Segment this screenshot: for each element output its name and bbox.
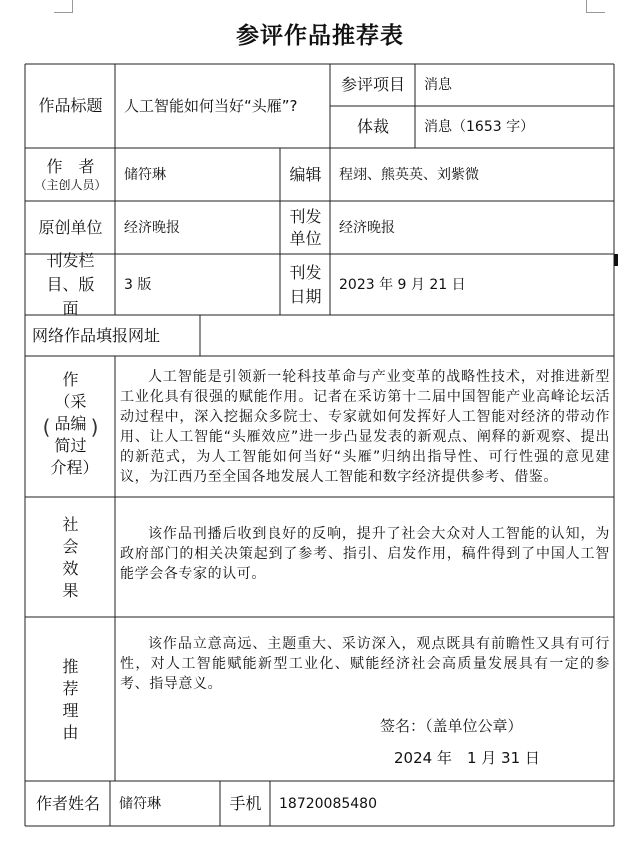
process-paren-left: (	[42, 415, 51, 439]
process-text: 人工智能是引领新一轮科技革命与产业变革的战略性技术，对推进新型工业化具有很强的赋能作用。记者在采访第十二届中国智能产业高峰论坛活动过程中，深入挖掘众多院士、专家就如何发挥好人工智能对经济的带动作用、让人工智能“头雁效应”进一步凸显发表的新观点、阐释的新观察、提出的新范式，为人工智能如何当好“头雁”归纳出指导性、可行性强的意见建议，为江西乃至全国各地发展人工智能和数字经济提供参考、借鉴。	[120, 369, 610, 485]
online-url-label: 网络作品填报网址	[32, 325, 161, 345]
author-value: 储符琳	[124, 166, 166, 183]
author-name-value: 储符琳	[119, 795, 161, 812]
publish-date-value: 2023 年 9 月 21 日	[339, 276, 466, 293]
editor-label: 编辑	[289, 164, 322, 184]
social-effect-text-cell	[120, 498, 610, 617]
social-effect-label-cell	[26, 498, 115, 617]
process-label: 作（采品编简过介程）	[50, 370, 99, 477]
signature-line: 签名：（盖单位公章）	[380, 717, 523, 736]
table-edge-mark	[614, 254, 618, 266]
publishing-unit-value: 经济晚报	[339, 219, 395, 236]
publishing-unit-label: 刊发单位	[289, 207, 322, 248]
author-label-cell	[26, 149, 115, 201]
social-effect-label: 社会效果	[62, 514, 79, 600]
social-effect-text: 该作品刊播后收到良好的反响，提升了社会大众对人工智能的认知，为政府部门的相关决策起到了参考、指引、启发作用，稿件得到了中国人工智能学会各专家的认可。	[120, 526, 610, 582]
column-page-value: 3 版	[124, 276, 152, 293]
process-text-cell	[120, 357, 610, 497]
page-title: 参评作品推荐表	[236, 23, 404, 49]
recommendation-date: 2024 年 1 月 31 日	[394, 749, 540, 768]
recommendation-label-cell	[26, 618, 115, 781]
online-url-value	[201, 316, 614, 356]
original-unit-label: 原创单位	[38, 217, 103, 237]
phone-value: 18720085480	[279, 795, 377, 812]
column-page-label: 刊发栏目、版面	[46, 251, 95, 318]
author-label: 作 者	[46, 156, 95, 176]
entry-category-label: 参评项目	[340, 75, 405, 95]
editor-value: 程翊、熊英英、刘紫微	[339, 166, 479, 183]
publish-date-label: 刊发日期	[289, 263, 322, 306]
work-title-value: 人工智能如何当好“头雁”?	[124, 96, 298, 115]
process-paren-right: )	[90, 415, 99, 439]
author-name-label: 作者姓名	[35, 793, 100, 813]
recommendation-label: 推荐理由	[62, 656, 79, 742]
work-title-label: 作品标题	[38, 96, 103, 116]
genre-value: 消息（1653 字）	[424, 119, 535, 136]
entry-category-value: 消息	[424, 77, 452, 94]
process-label-cell	[26, 357, 115, 497]
phone-label: 手机	[229, 793, 262, 813]
author-sublabel: （主创人员）	[34, 177, 107, 192]
recommendation-text: 该作品立意高远、主题重大、采访深入，观点既具有前瞻性又具有可行性，对人工智能赋能新型工业化、赋能经济社会高质量发展具有一定的参考、指导意义。	[120, 636, 610, 692]
process-label-group	[41, 367, 101, 487]
genre-label: 体裁	[356, 117, 389, 137]
original-unit-value: 经济晚报	[124, 219, 180, 236]
